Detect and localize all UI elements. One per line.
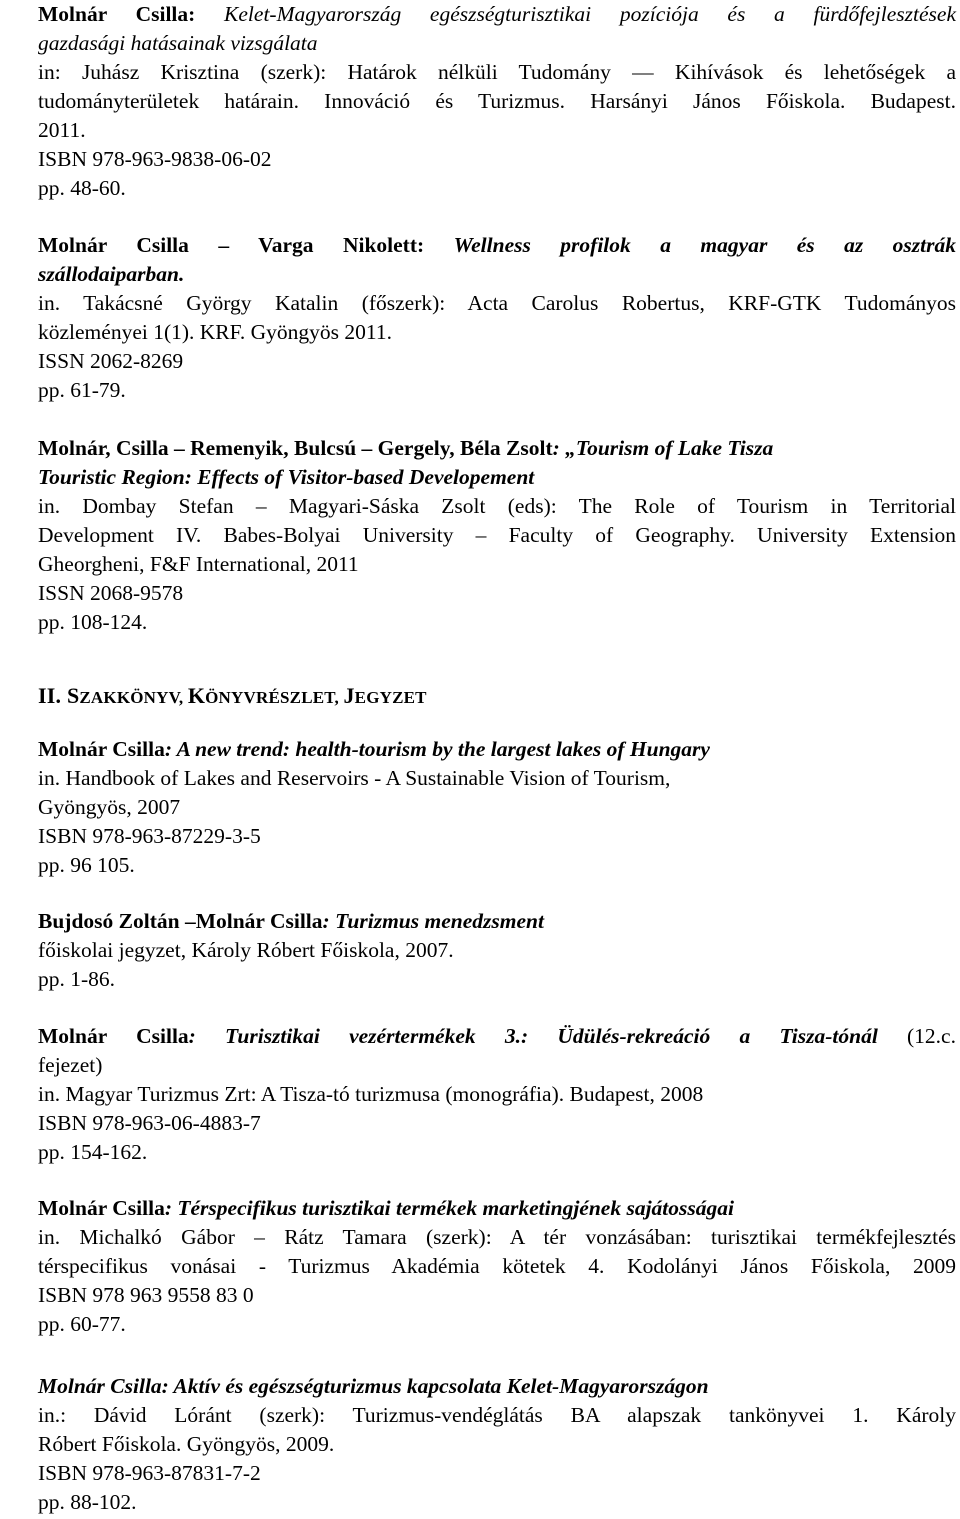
entry-title-line [38, 735, 956, 764]
entry-author: Molnár Csilla – Varga Nikolett: [38, 233, 425, 257]
entry-source-line: főiskolai jegyzet, Károly Róbert Főiskola, 2007. [38, 938, 454, 962]
entry-pages: pp. 96 105. [38, 853, 135, 877]
book-entry [38, 1022, 956, 1167]
publication-entry [38, 434, 956, 637]
entry-title-continued: szállodaiparban. [38, 262, 185, 286]
entry-title-extra: (12.c. [877, 1024, 956, 1048]
entry-source-line: in. Michalkó Gábor – Rátz Tamara (szerk): A tér vonzásában: turisztikai termékfejlesztés [38, 1225, 956, 1249]
section-word-cap: S [66, 683, 80, 708]
entry-isbn: ISBN 978-963-9838-06-02 [38, 147, 272, 171]
entry-title: Wellness profilok a magyar és az osztrák [453, 233, 957, 257]
entry-title-line: Molnár Csilla: Aktív és egészségturizmus kapcsolata Kelet-Magyarországon [38, 1374, 709, 1398]
entry-pages: pp. 88-102. [38, 1490, 137, 1514]
section-heading [38, 681, 427, 712]
entry-isbn: ISBN 978-963-87229-3-5 [38, 824, 261, 848]
entry-source-line: in. Takácsné György Katalin (főszerk): Acta Carolus Robertus, KRF-GTK Tudományos [38, 291, 956, 315]
section-word-rest: ÖNYVRÉSZLET, [205, 688, 344, 707]
entry-title-line [38, 907, 956, 936]
entry-isbn: ISBN 978 963 9558 83 0 [38, 1283, 254, 1307]
entry-author: Bujdosó Zoltán –Molnár Csilla [38, 909, 323, 933]
entry-title-line [38, 434, 956, 463]
entry-source-line: Gheorgheni, F&F International, 2011 [38, 552, 359, 576]
book-entry [38, 907, 956, 994]
entry-title-line [38, 1194, 956, 1223]
entry-title: : „Tourism of Lake Tisza [552, 436, 774, 460]
entry-source-line: Development IV. Babes-Bolyai University – Faculty of Geography. University Extension [38, 523, 956, 547]
entry-source-line: in. Magyar Turizmus Zrt: A Tisza-tó turizmusa (monográfia). Budapest, 2008 [38, 1082, 704, 1106]
entry-isbn: ISBN 978-963-87831-7-2 [38, 1461, 261, 1485]
entry-author: Molnár Csilla [38, 737, 165, 761]
entry-title: : Turisztikai vezértermékek 3.: Üdülés-rekreáció a Tisza-tónál [188, 1024, 878, 1048]
entry-pages: pp. 60-77. [38, 1312, 126, 1336]
entry-title: : Térspecifikus turisztikai termékek marketingjének sajátosságai [164, 1196, 734, 1220]
entry-pages: pp. 154-162. [38, 1140, 148, 1164]
entry-author: Molnár Csilla: [38, 2, 196, 26]
entry-title-continued: gazdasági hatásainak vizsgálata [38, 31, 318, 55]
entry-author: Molnár Csilla [38, 1024, 189, 1048]
entry-title-continued: Touristic Region: Effects of Visitor-based Developement [38, 465, 535, 489]
entry-pages: pp. 108-124. [38, 610, 148, 634]
entry-author: Molnár, Csilla – Remenyik, Bulcsú – Gergely, Béla Zsolt [38, 436, 553, 460]
entry-title: : A new trend: health-tourism by the largest lakes of Hungary [164, 737, 710, 761]
entry-source-line: in: Juhász Krisztina (szerk): Határok nélküli Tudomány — Kihívások és lehetőségek a [38, 60, 956, 84]
section-word-cap: K [187, 683, 206, 708]
section-word-rest: EGYZET [354, 688, 427, 707]
entry-title: Kelet-Magyarország egészségturisztikai pozíciója és a fürdőfejlesztések [224, 2, 957, 26]
entry-source-line: in. Dombay Stefan – Magyari-Sáska Zsolt (eds): The Role of Tourism in Territorial [38, 494, 956, 518]
section-word-cap: J [343, 683, 355, 708]
section-number: II. [38, 683, 62, 708]
publication-entry [38, 0, 956, 203]
entry-pages: pp. 48-60. [38, 176, 126, 200]
entry-isbn: ISBN 978-963-06-4883-7 [38, 1111, 261, 1135]
publication-entry [38, 231, 956, 405]
entry-source-line: tudományterületek határain. Innováció és Turizmus. Harsányi János Főiskola. Budapest. [38, 89, 956, 113]
entry-title: : Turizmus menedzsment [322, 909, 544, 933]
book-entry [38, 1194, 956, 1339]
entry-title-line [38, 1022, 956, 1051]
entry-pages: pp. 1-86. [38, 967, 116, 991]
entry-author: Molnár Csilla [38, 1196, 165, 1220]
book-entry [38, 735, 956, 880]
entry-title-continued: fejezet) [38, 1053, 103, 1077]
entry-year: 2011. [38, 118, 86, 142]
entry-issn: ISSN 2068-9578 [38, 581, 184, 605]
book-entry [38, 1372, 956, 1517]
entry-title-line [38, 0, 956, 29]
entry-source-line: in. Handbook of Lakes and Reservoirs - A Sustainable Vision of Tourism, [38, 766, 671, 790]
entry-source-line: Gyöngyös, 2007 [38, 795, 181, 819]
entry-title-line [38, 231, 956, 260]
entry-source-line: közleményei 1(1). KRF. Gyöngyös 2011. [38, 320, 392, 344]
entry-issn: ISSN 2062-8269 [38, 349, 184, 373]
entry-source-line: in.: Dávid Lóránt (szerk): Turizmus-vendéglátás BA alapszak tankönyvei 1. Károly [38, 1403, 956, 1427]
section-word-rest: ZAKKÖNYV, [79, 688, 188, 707]
entry-source-line: Róbert Főiskola. Gyöngyös, 2009. [38, 1432, 335, 1456]
entry-pages: pp. 61-79. [38, 378, 126, 402]
entry-source-line: térspecifikus vonásai - Turizmus Akadémia kötetek 4. Kodolányi János Főiskola, 2009 [38, 1254, 956, 1278]
